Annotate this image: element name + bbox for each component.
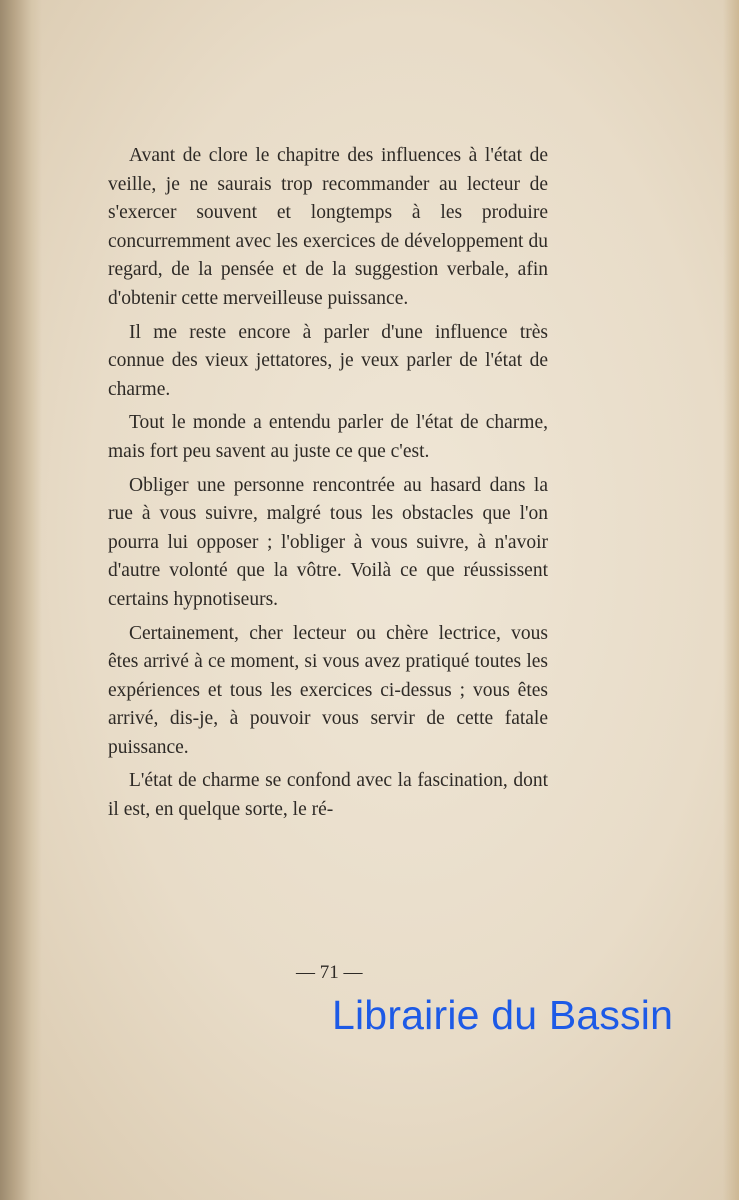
page-number: — 71 —: [296, 962, 363, 983]
page-edge: [723, 0, 739, 1200]
body-text: [108, 142, 548, 830]
paragraph-6: L'état de charme se confond avec la fascination, dont il est, en quelque sorte, le ré-: [108, 770, 548, 821]
watermark: Librairie du Bassin: [332, 992, 674, 1038]
paragraph-2: Il me reste encore à parler d'une influence très connue des vieux jettatores, je veux parler de l'état de charme.: [108, 321, 548, 400]
paragraph-3: Tout le monde a entendu parler de l'état de charme, mais fort peu savent au juste ce que c'est.: [108, 412, 548, 462]
paragraph-1: Avant de clore le chapitre des influences à l'état de veille, je ne saurais trop recommander au lecteur de s'exercer souvent et longtemps à les produire concurremment avec les exercices de développement du regard, de la pensée et de la suggestion verbale, afin d'obtenir cette merveilleuse puissance.: [108, 145, 548, 309]
paragraph-4: Obliger une personne rencontrée au hasard dans la rue à vous suivre, malgré tous les obstacles que l'on pourra lui opposer ; l'obliger à vous suivre, à n'avoir d'autre volonté que la vôtre. Voilà ce que réussissent certains hypnotiseurs.: [108, 474, 548, 610]
paragraph-5: Certainement, cher lecteur ou chère lectrice, vous êtes arrivé à ce moment, si vous avez pratiqué toutes les expériences et tous les exercices ci-dessus ; vous êtes arrivé, dis-je, à pouvoir vous servir de cette fatale puissance.: [108, 622, 548, 758]
gutter-shadow: [0, 0, 42, 1200]
